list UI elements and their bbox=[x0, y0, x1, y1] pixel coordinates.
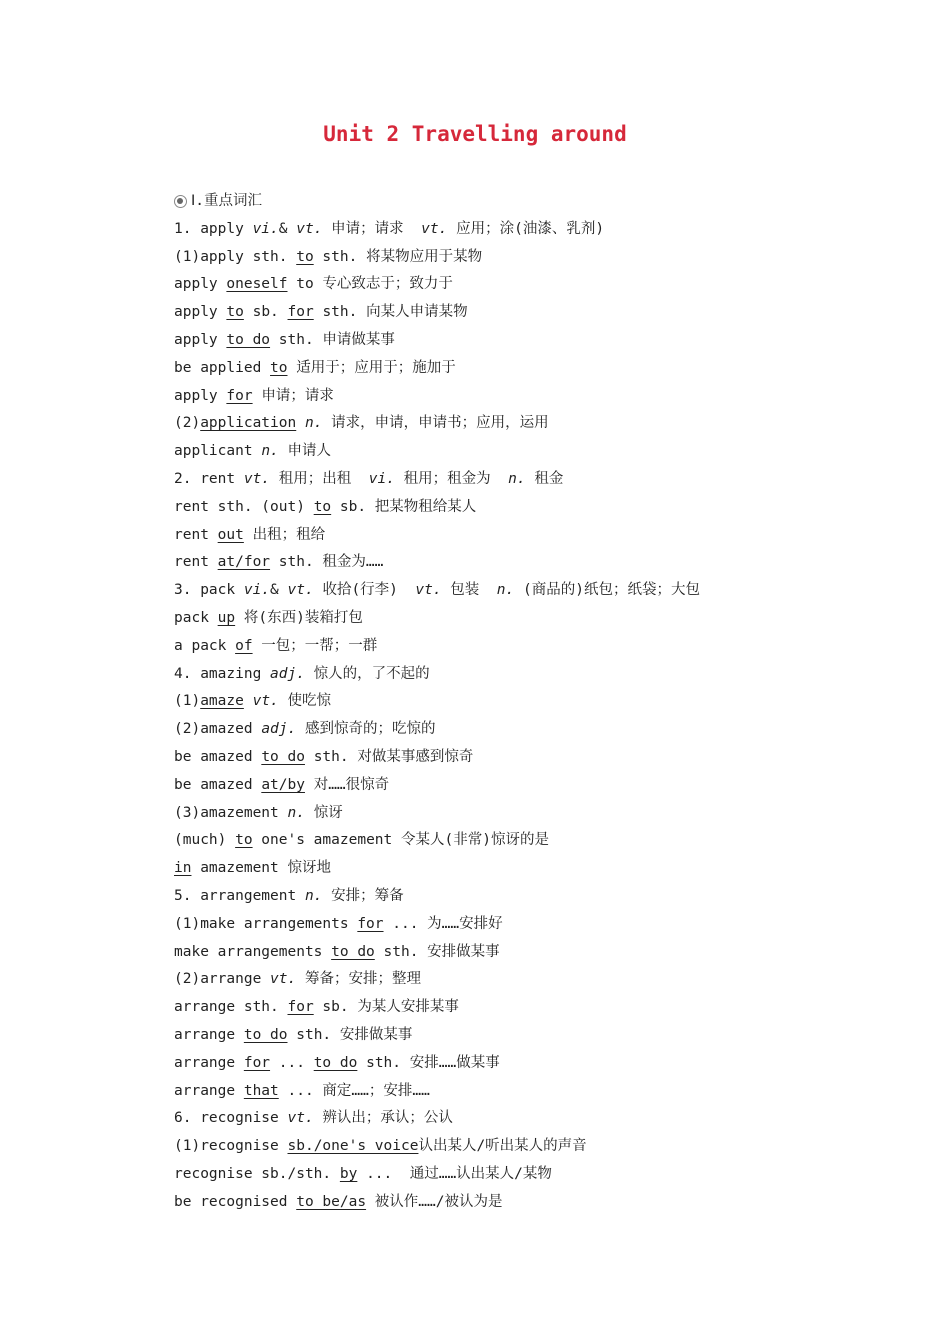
vocab-line bbox=[174, 772, 814, 800]
vocab-line bbox=[174, 633, 814, 661]
answer-blank: at/by bbox=[261, 776, 305, 793]
vocab-line bbox=[174, 744, 814, 772]
line-text: 感到惊奇的；吃惊的 bbox=[296, 721, 436, 738]
line-text: sth. 申请做某事 bbox=[270, 331, 395, 348]
answer-blank: at/for bbox=[217, 554, 271, 571]
line-text: sb. 把某物租给某人 bbox=[331, 498, 477, 515]
vocab-line bbox=[174, 1189, 814, 1217]
line-text: apply bbox=[174, 304, 227, 321]
line-text: (2) bbox=[174, 415, 201, 432]
part-of-speech: adj. bbox=[261, 721, 297, 738]
part-of-speech: vt. bbox=[243, 470, 271, 487]
vocabulary-list bbox=[174, 216, 814, 1217]
line-text: apply bbox=[174, 331, 227, 348]
line-text: (2)arrange bbox=[174, 971, 271, 988]
vocab-line bbox=[174, 1050, 814, 1078]
part-of-speech: vi. bbox=[243, 582, 271, 599]
line-text: be amazed bbox=[174, 776, 262, 793]
line-text: a pack bbox=[174, 637, 236, 654]
vocab-line bbox=[174, 1133, 814, 1161]
line-text: arrange sth. bbox=[174, 999, 288, 1016]
part-of-speech: vt. bbox=[296, 220, 323, 237]
line-text: 对……很惊奇 bbox=[304, 776, 390, 793]
vocab-line bbox=[174, 549, 814, 577]
answer-blank: that bbox=[243, 1082, 279, 1099]
vocab-line bbox=[174, 410, 814, 438]
line-text: sth. 将某物应用于某物 bbox=[313, 248, 483, 265]
line-text: 使吃惊 bbox=[278, 693, 332, 710]
vocab-line bbox=[174, 522, 814, 550]
answer-blank: oneself bbox=[226, 276, 288, 293]
line-text: 5. arrangement bbox=[174, 887, 305, 904]
answer-blank: out bbox=[217, 526, 244, 543]
line-text: rent sth. (out) bbox=[174, 498, 314, 515]
part-of-speech: n. bbox=[508, 470, 526, 487]
part-of-speech: n. bbox=[496, 582, 515, 599]
line-text: 1. apply bbox=[174, 220, 253, 237]
answer-blank: to bbox=[270, 359, 288, 376]
part-of-speech: n. bbox=[261, 443, 279, 460]
answer-blank: sb./one's voice bbox=[287, 1138, 419, 1155]
vocab-line bbox=[174, 883, 814, 911]
line-text: 被认作……/被认为是 bbox=[366, 1193, 503, 1210]
line-text: (1) bbox=[174, 693, 201, 710]
part-of-speech: vt. bbox=[421, 220, 448, 237]
part-of-speech: vt. bbox=[270, 971, 297, 988]
vocab-line bbox=[174, 966, 814, 994]
part-of-speech: vt. bbox=[252, 693, 279, 710]
part-of-speech: vi. bbox=[252, 220, 279, 237]
vocab-line bbox=[174, 438, 814, 466]
vocab-line bbox=[174, 661, 814, 689]
line-text: 应用；涂(油漆、乳剂) bbox=[447, 220, 605, 237]
line-text: applicant bbox=[174, 443, 262, 460]
line-text: 筹备；安排；整理 bbox=[296, 971, 421, 988]
vocab-line bbox=[174, 855, 814, 883]
vocab-line bbox=[174, 355, 814, 383]
part-of-speech: n. bbox=[304, 887, 323, 904]
vocab-line bbox=[174, 688, 814, 716]
part-of-speech: n. bbox=[304, 415, 323, 432]
line-text: ... bbox=[270, 1054, 314, 1071]
line-text: recognise sb./sth. bbox=[174, 1165, 340, 1182]
part-of-speech: adj. bbox=[270, 665, 305, 682]
line-text: ... 通过……认出某人/某物 bbox=[357, 1165, 552, 1182]
vocab-line bbox=[174, 244, 814, 272]
part-of-speech: vt. bbox=[287, 582, 314, 599]
line-text bbox=[296, 415, 305, 431]
vocab-line bbox=[174, 466, 814, 494]
answer-blank: for bbox=[243, 1054, 271, 1071]
line-text: ... 为……安排好 bbox=[383, 915, 503, 932]
answer-blank: to bbox=[313, 498, 332, 515]
line-text: sth. 租金为…… bbox=[270, 554, 384, 571]
line-text: (商品的)纸包；纸袋；大包 bbox=[514, 582, 700, 599]
vocab-line bbox=[174, 299, 814, 327]
vocab-line bbox=[174, 271, 814, 299]
line-text: (1)make arrangements bbox=[174, 915, 358, 932]
line-text: apply bbox=[174, 276, 227, 293]
line-text: sb. bbox=[243, 304, 288, 321]
line-text: make arrangements bbox=[174, 943, 332, 960]
section-heading-label: Ⅰ.重点词汇 bbox=[191, 193, 263, 209]
line-text: sth. 安排……做某事 bbox=[357, 1054, 500, 1071]
line-text: 申请；请求 bbox=[322, 220, 422, 237]
line-text: 2. rent bbox=[174, 470, 244, 487]
part-of-speech: vt. bbox=[287, 1110, 314, 1127]
line-text: arrange bbox=[174, 1082, 244, 1099]
line-text: 租金 bbox=[525, 470, 564, 487]
answer-blank: application bbox=[200, 415, 297, 432]
line-text: sth. 安排做某事 bbox=[374, 943, 500, 960]
vocab-line bbox=[174, 327, 814, 355]
vocab-line bbox=[174, 800, 814, 828]
line-text: & bbox=[270, 582, 288, 599]
line-text: (1)apply sth. bbox=[174, 248, 297, 265]
line-text: 惊人的，了不起的 bbox=[304, 665, 430, 682]
line-text: 6. recognise bbox=[174, 1110, 288, 1127]
vocab-line bbox=[174, 827, 814, 855]
line-text: sb. 为某人安排某事 bbox=[313, 999, 459, 1016]
part-of-speech: vt. bbox=[415, 582, 442, 599]
answer-blank: to be/as bbox=[296, 1193, 367, 1210]
line-text: ... 商定……；安排…… bbox=[278, 1082, 430, 1099]
answer-blank: for bbox=[357, 915, 384, 932]
answer-blank: by bbox=[339, 1165, 358, 1182]
line-text: pack bbox=[174, 609, 218, 626]
vocab-line bbox=[174, 1078, 814, 1106]
answer-blank: in bbox=[174, 860, 192, 877]
vocab-line bbox=[174, 383, 814, 411]
vocab-line bbox=[174, 577, 814, 605]
line-text: rent bbox=[174, 526, 218, 543]
line-text: sth. 向某人申请某物 bbox=[313, 304, 468, 321]
line-text: 安排；筹备 bbox=[322, 887, 404, 904]
answer-blank: to do bbox=[243, 1026, 288, 1043]
line-text: be recognised bbox=[174, 1193, 297, 1210]
line-text: 4. amazing bbox=[174, 665, 271, 682]
line-text: 将(东西)装箱打包 bbox=[235, 609, 363, 626]
line-text: rent bbox=[174, 554, 218, 571]
answer-blank: of bbox=[235, 637, 253, 654]
page-title: Unit 2 Travelling around bbox=[323, 122, 627, 146]
line-text: 惊讶 bbox=[304, 804, 343, 821]
part-of-speech: vi. bbox=[368, 470, 395, 487]
line-text: sth. 对做某事感到惊奇 bbox=[304, 748, 474, 765]
answer-blank: for bbox=[287, 304, 314, 321]
answer-blank: to do bbox=[313, 1054, 358, 1071]
line-text: 收拾(行李) bbox=[313, 582, 416, 599]
vocab-line bbox=[174, 716, 814, 744]
answer-blank: to bbox=[235, 832, 253, 849]
part-of-speech: n. bbox=[287, 804, 305, 821]
answer-blank: for bbox=[226, 387, 253, 404]
line-text bbox=[244, 693, 253, 709]
answer-blank: to bbox=[226, 304, 244, 321]
line-text: 申请；请求 bbox=[252, 387, 334, 404]
line-text: one's amazement 令某人(非常)惊讶的是 bbox=[252, 832, 549, 849]
line-text: 请求，申请，申请书；应用，运用 bbox=[322, 415, 549, 432]
vocab-line bbox=[174, 494, 814, 522]
vocab-line bbox=[174, 1022, 814, 1050]
line-text: 包装 bbox=[441, 582, 497, 599]
line-text: to 专心致志于；致力于 bbox=[287, 276, 453, 293]
line-text: 3. pack bbox=[174, 582, 244, 599]
line-text: 申请人 bbox=[278, 443, 332, 460]
vocabulary-content bbox=[174, 188, 814, 1216]
line-text: 一包；一帮；一群 bbox=[252, 637, 378, 654]
radio-bullet-icon bbox=[174, 195, 187, 208]
section-heading bbox=[174, 188, 814, 216]
line-text: be amazed bbox=[174, 748, 262, 765]
answer-blank: for bbox=[287, 999, 314, 1016]
answer-blank: to do bbox=[226, 331, 271, 348]
line-text: be applied bbox=[174, 359, 271, 376]
line-text: 租用；出租 bbox=[270, 470, 369, 487]
line-text: apply bbox=[174, 387, 227, 404]
line-text: arrange bbox=[174, 1054, 244, 1071]
vocab-line bbox=[174, 605, 814, 633]
line-text: amazement 惊讶地 bbox=[191, 860, 331, 877]
vocab-line bbox=[174, 1105, 814, 1133]
line-text: 租用；租金为 bbox=[394, 470, 509, 487]
line-text: 辨认出；承认；公认 bbox=[313, 1110, 453, 1127]
answer-blank: to bbox=[296, 248, 314, 265]
answer-blank: to do bbox=[261, 748, 305, 765]
line-text: (3)amazement bbox=[174, 804, 288, 821]
vocab-line bbox=[174, 911, 814, 939]
vocab-line bbox=[174, 939, 814, 967]
answer-blank: amaze bbox=[200, 693, 244, 710]
vocab-line bbox=[174, 994, 814, 1022]
line-text: (much) bbox=[174, 832, 236, 849]
line-text: sth. 安排做某事 bbox=[287, 1026, 413, 1043]
vocab-line bbox=[174, 216, 814, 244]
line-text: (2)amazed bbox=[174, 721, 262, 738]
line-text: & bbox=[278, 220, 297, 237]
line-text: (1)recognise bbox=[174, 1138, 288, 1155]
line-text: 出租；租给 bbox=[243, 526, 326, 543]
line-text: arrange bbox=[174, 1026, 244, 1043]
line-text: 认出某人/听出某人的声音 bbox=[418, 1138, 587, 1155]
vocab-line bbox=[174, 1161, 814, 1189]
answer-blank: to do bbox=[331, 943, 375, 960]
answer-blank: up bbox=[217, 609, 236, 626]
line-text: 适用于；应用于；施加于 bbox=[287, 359, 456, 376]
